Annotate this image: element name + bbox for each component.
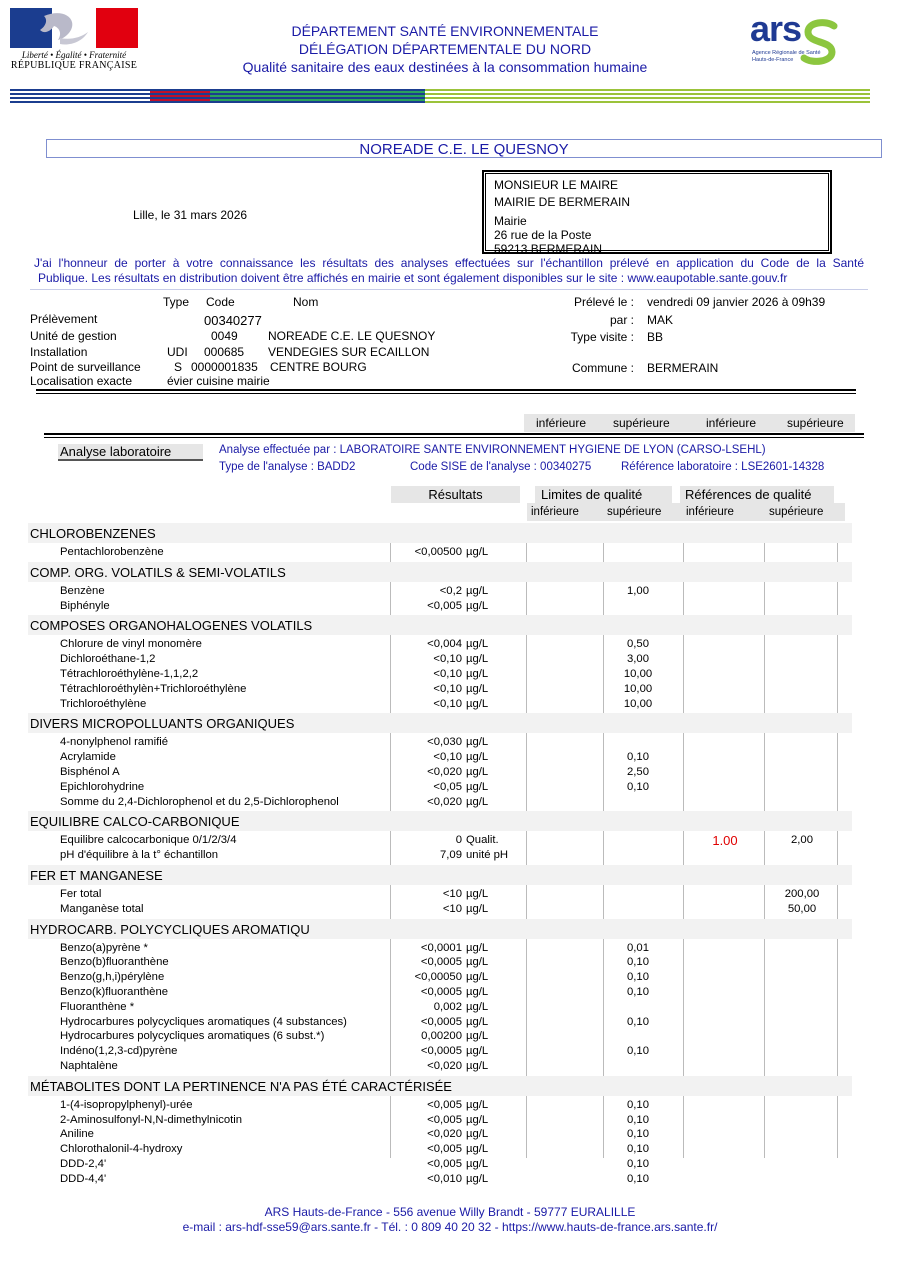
result-unit: µg/L	[466, 1158, 489, 1170]
intro-divider	[30, 289, 868, 290]
result-value: <10	[442, 888, 462, 900]
header-limits: Limites de qualité	[535, 486, 672, 503]
section-header: EQUILIBRE CALCO-CARBONIQUE	[28, 811, 852, 831]
parameter-name: 2-Aminosulfonyl-N,N-dimethylnicotin	[60, 1113, 243, 1126]
result-value: <0,020	[427, 1060, 462, 1072]
footer	[0, 1205, 900, 1235]
analysis-ref-lab: Référence laboratoire : LSE2601-14328	[621, 461, 825, 473]
limit-superior: 0,10	[627, 1172, 649, 1185]
result-unit: µg/L	[466, 1015, 489, 1028]
table-row	[28, 887, 852, 902]
result-value: <0,004	[427, 638, 462, 651]
intro-text	[34, 256, 864, 286]
result-value: <0,030	[427, 736, 462, 749]
parameter-name: Fluoranthène *	[60, 1000, 135, 1013]
analysis-code-sise: Code SISE de l'analyse : 00340275	[410, 461, 592, 473]
table-row	[28, 682, 852, 697]
result-unit: µg/L	[466, 971, 489, 984]
section-header: DIVERS MICROPOLLUANTS ORGANIQUES	[28, 713, 852, 733]
header-refs: Références de qualité	[680, 486, 834, 503]
limit-superior: 0,10	[627, 1113, 649, 1126]
parameter-name: Benzo(g,h,i)pérylène	[60, 971, 165, 984]
result-unit: µg/L	[466, 1000, 489, 1013]
limit-superior: 0,50	[627, 638, 649, 651]
table-row	[28, 955, 852, 970]
ars-logo	[748, 8, 848, 74]
result-value: <0,2	[439, 584, 462, 597]
parameter-name: 1-(4-isopropylphenyl)-urée	[60, 1098, 193, 1111]
result-value: <0,10	[433, 682, 462, 695]
result-value: <0,05	[433, 780, 462, 793]
parameter-name: Benzo(a)pyrène *	[60, 941, 148, 954]
installation-nom: VENDEGIES SUR ECAILLON	[268, 345, 430, 359]
parameter-name: Indéno(1,2,3-cd)pyrène	[60, 1045, 178, 1058]
result-value: <0,020	[427, 795, 462, 808]
limit-superior: 0,10	[627, 986, 649, 998]
recipient-line-5: 59213 BERMERAIN	[494, 242, 603, 256]
parameter-name: Hydrocarbures polycycliques aromatiques (4 substances)	[60, 1015, 347, 1028]
ars-subtitle-1: Agence Régionale de Santé	[752, 50, 821, 56]
result-unit: µg/L	[466, 1045, 489, 1058]
reference-superior: 2,00	[791, 834, 813, 847]
parameter-name: Equilibre calcocarbonique 0/1/2/3/4	[60, 834, 237, 847]
table-row	[28, 833, 852, 848]
table-row	[28, 941, 852, 956]
result-value: 7,09	[440, 849, 462, 862]
unite-nom: NOREADE C.E. LE QUESNOY	[268, 329, 436, 343]
parameter-name: Epichlorohydrine	[60, 780, 145, 793]
result-unit: µg/L	[466, 668, 489, 680]
parameter-name: Chlorure de vinyl monomère	[60, 638, 202, 651]
section-header: COMPOSES ORGANOHALOGENES VOLATILS	[28, 615, 852, 635]
table-row	[28, 1059, 852, 1074]
table-row	[28, 780, 852, 795]
point-type: S	[174, 360, 183, 374]
dept-line-2: DÉLÉGATION DÉPARTEMENTALE DU NORD	[298, 41, 592, 57]
parameter-name: Aniline	[60, 1128, 94, 1141]
result-unit: µg/L	[466, 766, 489, 778]
section-header: MÉTABOLITES DONT LA PERTINENCE N'A PAS ÉTÉ CARACTÉRISÉE	[28, 1076, 852, 1096]
recipient-line-2: MAIRIE DE BERMERAIN	[494, 195, 631, 209]
intro-line-1: J'ai l'honneur de porter à votre connaissance les résultats des analyses effectuées sur l'échantillon prélevé en application du Code de la Santé	[34, 256, 864, 270]
result-value: <0,10	[433, 653, 462, 666]
result-unit: µg/L	[466, 751, 489, 764]
section-header: FER ET MANGANESE	[28, 865, 852, 885]
result-value: <0,020	[427, 1128, 462, 1141]
top-limit-inf-1: inférieure	[536, 416, 587, 430]
result-unit: µg/L	[466, 653, 489, 666]
par-label: par :	[609, 313, 634, 327]
point-nom: CENTRE BOURG	[270, 360, 367, 374]
result-value: 0,002	[433, 1000, 462, 1013]
result-value: 0	[455, 834, 462, 847]
limit-superior: 0,01	[627, 941, 649, 954]
sample-double-rule	[36, 389, 856, 394]
document-title: NOREADE C.E. LE QUESNOY	[46, 139, 882, 158]
table-row	[28, 1044, 852, 1059]
table-row	[28, 637, 852, 652]
analysis-type: Type de l'analyse : BADD2	[219, 461, 356, 473]
limit-superior: 10,00	[623, 697, 653, 710]
result-value: <10	[442, 902, 462, 915]
section-header: HYDROCARB. POLYCYCLIQUES AROMATIQU	[28, 919, 852, 939]
date-line: Lille, le 31 mars 2026	[133, 208, 248, 222]
result-unit: µg/L	[466, 902, 489, 915]
table-row	[28, 1000, 852, 1015]
col-code-label: Code	[206, 295, 235, 309]
table-row	[28, 765, 852, 780]
parameter-name: Tétrachloroéthylène-1,1,2,2	[60, 668, 199, 680]
installation-code: 000685	[204, 345, 245, 359]
result-value: <0,10	[433, 751, 462, 764]
table-row	[28, 750, 852, 765]
result-unit: µg/L	[466, 638, 489, 651]
table-row	[28, 1113, 852, 1128]
recipient-box	[482, 170, 832, 254]
republic-name: RÉPUBLIQUE FRANÇAISE	[10, 60, 138, 71]
top-limits-strip	[524, 414, 855, 432]
limit-superior: 0,10	[627, 1128, 649, 1141]
preleve-le-value: vendredi 09 janvier 2026 à 09h39	[647, 295, 826, 309]
result-unit: µg/L	[466, 599, 489, 612]
type-visite-label: Type visite :	[570, 330, 634, 344]
limit-superior: 0,10	[627, 971, 649, 984]
result-unit: µg/L	[466, 1098, 489, 1111]
localisation-value: évier cuisine mairie	[167, 374, 270, 388]
result-value: <0,020	[427, 766, 462, 778]
footer-line-2: e-mail : ars-hdf-sse59@ars.sante.fr - Tél. : 0 809 40 20 32 - https://www.hauts-de-france.ars.sante.fr/	[182, 1220, 718, 1234]
dept-line-3: Qualité sanitaire des eaux destinées à la consommation humaine	[242, 59, 648, 75]
result-unit: µg/L	[466, 1143, 489, 1156]
result-unit: µg/L	[466, 736, 489, 749]
limit-superior: 1,00	[627, 584, 649, 597]
limit-superior: 0,10	[627, 1045, 649, 1058]
parameter-name: Fer total	[60, 888, 102, 900]
limit-superior: 0,10	[627, 751, 649, 764]
limit-superior: 10,00	[623, 668, 653, 680]
parameter-name: Hydrocarbures polycycliques aromatiques (6 subst.*)	[60, 1030, 325, 1043]
parameter-name: DDD-2,4'	[60, 1158, 107, 1170]
header-sup-2: supérieure	[769, 506, 824, 518]
table-row	[28, 697, 852, 712]
result-unit: µg/L	[466, 956, 489, 969]
header-subrow	[527, 503, 845, 521]
parameter-name: Biphényle	[60, 599, 110, 612]
section-header: COMP. ORG. VOLATILS & SEMI-VOLATILS	[28, 562, 852, 582]
commune-label: Commune :	[571, 361, 634, 375]
result-unit: µg/L	[466, 546, 489, 558]
header-inf-1: inférieure	[531, 506, 579, 518]
limit-superior: 0,10	[627, 780, 649, 793]
limit-superior: 0,10	[627, 956, 649, 969]
result-unit: µg/L	[466, 1113, 489, 1126]
parameter-name: Bisphénol A	[60, 766, 120, 778]
result-unit: µg/L	[466, 697, 489, 710]
limit-superior: 3,00	[627, 653, 649, 666]
parameter-name: Trichloroéthylène	[60, 697, 147, 710]
table-row	[28, 1172, 852, 1187]
parameter-name: Dichloroéthane-1,2	[60, 653, 156, 666]
analysis-lab: Analyse effectuée par : LABORATOIRE SANTE ENVIRONNEMENT HYGIENE DE LYON (CARSO-LSEHL)	[219, 444, 766, 456]
parameter-name: Benzo(k)fluoranthène	[60, 986, 169, 998]
result-unit: Qualit.	[466, 834, 499, 847]
type-visite-value: BB	[647, 330, 664, 344]
table-row	[28, 667, 852, 682]
ars-swoosh-icon	[798, 18, 842, 68]
intro-line-2: Publique. Les résultats en distribution doivent être affichés en mairie et sont également disponibles sur le site : www.eaupotable.sante.gouv.fr	[38, 271, 788, 285]
result-unit: µg/L	[466, 1060, 489, 1072]
point-code: 0000001835	[191, 360, 258, 374]
recipient-line-1: MONSIEUR LE MAIRE	[494, 178, 619, 192]
table-row	[28, 1142, 852, 1157]
republique-logo	[10, 8, 138, 72]
result-unit: µg/L	[466, 1128, 489, 1141]
result-value: <0,10	[433, 697, 462, 710]
dept-line-1: DÉPARTEMENT SANTÉ ENVIRONNEMENTALE	[291, 23, 599, 39]
result-value: <0,005	[427, 1158, 462, 1170]
localisation-label: Localisation exacte	[30, 374, 133, 388]
col-type-label: Type	[163, 295, 190, 309]
result-value: <0,005	[427, 1143, 462, 1156]
top-limit-sup-2: supérieure	[787, 416, 844, 430]
par-value: MAK	[647, 313, 674, 327]
marianne-flag-icon	[10, 8, 138, 48]
recipient-line-3: Mairie	[494, 214, 527, 228]
prelevement-label: Prélèvement	[30, 312, 98, 326]
result-unit: µg/L	[466, 682, 489, 695]
parameter-name: Manganèse total	[60, 902, 144, 915]
result-value: <0,00500	[414, 546, 462, 558]
unite-code: 0049	[211, 329, 238, 343]
limit-superior: 0,10	[627, 1143, 649, 1156]
table-row	[28, 1157, 852, 1172]
result-unit: µg/L	[466, 1030, 489, 1043]
limit-superior: 2,50	[627, 766, 649, 778]
result-value: <0,005	[427, 1113, 462, 1126]
result-value: <0,00050	[414, 971, 462, 984]
col-nom-label: Nom	[293, 295, 319, 309]
table-row	[28, 599, 852, 614]
result-value: <0,0005	[420, 1045, 462, 1058]
result-value: <0,0001	[420, 941, 462, 954]
limit-superior: 10,00	[623, 682, 653, 695]
prelevement-code: 00340277	[204, 313, 262, 328]
republic-motto: Liberté • Égalité • Fraternité	[21, 50, 127, 60]
top-limit-inf-2: inférieure	[706, 416, 757, 430]
result-value: <0,010	[427, 1172, 462, 1185]
result-unit: µg/L	[466, 584, 489, 597]
table-row	[28, 735, 852, 750]
point-label: Point de surveillance	[30, 360, 141, 374]
result-unit: µg/L	[466, 941, 489, 954]
parameter-name: Naphtalène	[60, 1060, 118, 1072]
parameter-name: Chlorothalonil-4-hydroxy	[60, 1143, 183, 1156]
recipient-line-4: 26 rue de la Poste	[494, 228, 592, 242]
reference-superior: 200,00	[784, 888, 820, 900]
top-limit-sup-1: supérieure	[613, 416, 670, 430]
limit-superior: 0,10	[627, 1158, 649, 1170]
table-row	[28, 985, 852, 1000]
parameter-name: Somme du 2,4-Dichlorophenol et du 2,5-Dichlorophenol	[60, 795, 339, 808]
result-unit: unité pH	[466, 849, 509, 862]
result-unit: µg/L	[466, 795, 489, 808]
unite-label: Unité de gestion	[30, 329, 117, 343]
table-row	[28, 848, 852, 863]
table-row	[28, 584, 852, 599]
commune-value: BERMERAIN	[647, 361, 719, 375]
result-value: 0,00200	[421, 1030, 462, 1043]
result-value: <0,005	[427, 1098, 462, 1111]
result-value: <0,005	[427, 599, 462, 612]
parameter-name: Benzène	[60, 584, 105, 597]
table-row	[28, 1029, 852, 1044]
header-results: Résultats	[391, 486, 520, 503]
result-unit: µg/L	[466, 986, 489, 998]
header-stripes	[10, 89, 870, 103]
analysis-double-rule	[44, 433, 864, 438]
footer-line-1: ARS Hauts-de-France - 556 avenue Willy Brandt - 59777 EURALILLE	[264, 1205, 636, 1219]
result-unit: µg/L	[466, 1172, 489, 1185]
parameter-name: Benzo(b)fluoranthène	[60, 956, 169, 969]
reference-superior: 50,00	[787, 902, 817, 915]
ars-logo-text: ars	[750, 8, 802, 49]
header-sup-1: supérieure	[607, 506, 662, 518]
section-header: CHLOROBENZENES	[28, 523, 852, 543]
preleve-le-label: Prélevé le :	[573, 295, 634, 309]
parameter-name: pH d'équilibre à la t° échantillon	[60, 849, 219, 862]
parameter-name: Tétrachloroéthylèn+Trichloroéthylène	[60, 682, 247, 695]
analysis-tag: Analyse laboratoire	[58, 444, 203, 461]
table-row	[28, 1098, 852, 1113]
result-unit: µg/L	[466, 888, 489, 900]
limit-superior: 0,10	[627, 1098, 649, 1111]
department-heading	[190, 22, 700, 76]
parameter-name: Pentachlorobenzène	[60, 546, 164, 558]
table-row	[28, 1127, 852, 1142]
table-row	[28, 652, 852, 667]
table-row	[28, 545, 852, 560]
table-row	[28, 970, 852, 985]
limit-superior: 0,10	[627, 1015, 649, 1028]
installation-type: UDI	[167, 345, 188, 359]
table-row	[28, 902, 852, 917]
header-inf-2: inférieure	[686, 506, 734, 518]
parameter-name: Acrylamide	[60, 751, 116, 764]
table-row	[28, 795, 852, 810]
installation-label: Installation	[30, 345, 88, 359]
result-value: <0,0005	[420, 956, 462, 969]
ars-subtitle-2: Hauts-de-France	[752, 57, 794, 63]
table-row	[28, 1015, 852, 1030]
result-value: <0,10	[433, 668, 462, 680]
parameter-name: 4-nonylphenol ramifié	[60, 736, 169, 749]
result-value: <0,0005	[420, 1015, 462, 1028]
parameter-name: DDD-4,4'	[60, 1172, 107, 1185]
result-value: <0,0005	[420, 986, 462, 998]
reference-inferior: 1.00	[712, 833, 738, 849]
result-unit: µg/L	[466, 780, 489, 793]
